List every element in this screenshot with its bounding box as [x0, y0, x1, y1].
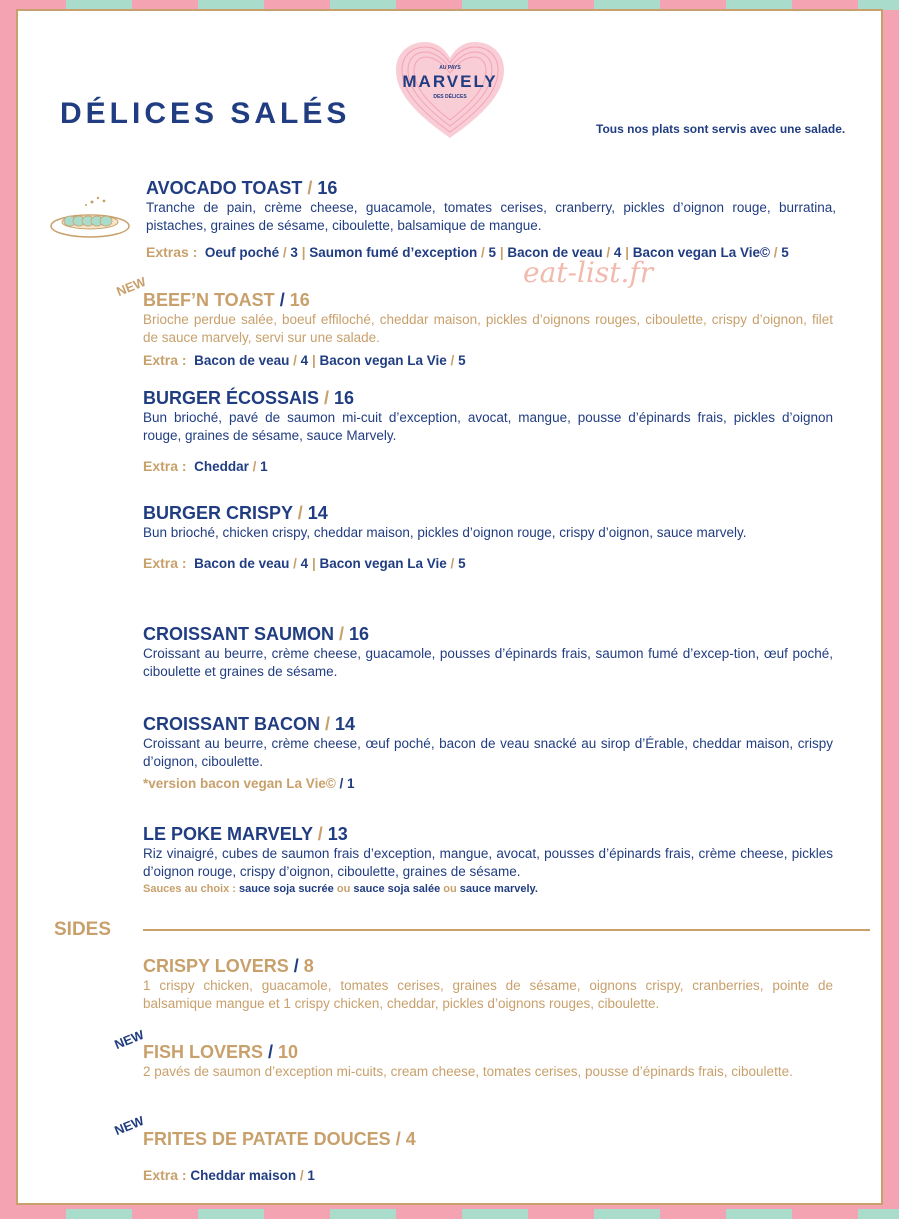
extra-name: Cheddar [194, 459, 249, 474]
menu-item-burger-ecossais [143, 387, 833, 476]
item-description: 2 pavés de saumon d’exception mi-cuits, cream cheese, tomates cerises, pousse d’épinards frais, ciboulette. [143, 1064, 793, 1079]
sides-title: SIDES [54, 919, 112, 940]
extra-name: Bacon de veau [507, 245, 603, 260]
extra-name: Bacon de veau [194, 353, 290, 368]
item-name: BURGER CRISPY [143, 503, 293, 523]
sauce-option: sauce marvely. [459, 883, 538, 895]
item-title: CROISSANT SAUMON / 16 [143, 624, 370, 644]
item-price: 16 [349, 624, 370, 644]
item-name: BURGER ÉCOSSAIS [143, 388, 320, 408]
tagline: Tous nos plats sont servis avec une salade. [596, 122, 846, 136]
side-item-crispy-lovers [143, 955, 833, 1013]
item-price: 13 [327, 824, 348, 844]
item-name: LE POKE MARVELY [143, 824, 313, 844]
item-description: Bun brioché, pavé de saumon mi-cuit d’exception, avocat, mangue, pousse d’épinards frais, pickles d’oignon rouge, graines de sésame, sauce Marvely. [143, 410, 833, 443]
item-price: 10 [278, 1042, 299, 1062]
section-title: DÉLICES SALÉS [60, 97, 351, 130]
item-title: CRISPY LOVERS / 8 [143, 956, 314, 976]
item-description: Bun brioché, chicken crispy, cheddar maison, pickles d’oignon rouge, crispy d’oignon, sauce marvely. [143, 525, 747, 540]
item-description: Brioche perdue salée, boeuf effiloché, cheddar maison, pickles d’oignons rouges, ciboulette, crispy d’oignon, filet de sauce marvely, servi sur une salade. [143, 312, 833, 345]
extra-price: 4 [300, 556, 309, 571]
extra-name: Bacon vegan La Vie© [632, 245, 770, 260]
avocado-toast-illustration-icon [48, 194, 132, 242]
item-title: FRITES DE PATATE DOUCES / 4 [143, 1129, 416, 1149]
item-name: BEEF’N TOAST [143, 290, 275, 310]
extra-price: 5 [458, 353, 466, 368]
item-price: 16 [289, 290, 310, 310]
item-name: FRITES DE PATATE DOUCES [143, 1129, 391, 1149]
side-item-frites-patate-douce [143, 1128, 833, 1185]
sauce-option: sauce soja salée [353, 883, 441, 895]
extra-price: 1 [260, 459, 268, 474]
item-description: Croissant au beurre, crème cheese, œuf poché, bacon de veau snacké au sirop d’Érable, cheddar maison, crispy d’oignon, ciboulette. [143, 736, 833, 769]
extra-name: Cheddar maison [190, 1168, 297, 1183]
sauce-or: ou [443, 883, 457, 895]
new-badge: NEW [112, 1112, 147, 1139]
extras-label: Extra : [143, 352, 187, 368]
new-badge: NEW [114, 273, 149, 300]
menu-item-avocado-toast [146, 177, 836, 262]
item-name: AVOCADO TOAST [146, 178, 303, 198]
item-title: AVOCADO TOAST / 16 [146, 178, 338, 198]
item-name: CROISSANT SAUMON [143, 624, 335, 644]
menu-item-burger-crispy [143, 502, 833, 573]
item-description: Riz vinaigré, cubes de saumon frais d’exception, mangue, avocat, pousses d’épinards frais, crème cheese, pickles d’oignon rouge, crispy d’oignon, ciboulette, graines de sésame. [143, 846, 833, 879]
item-title: CROISSANT BACON / 14 [143, 714, 356, 734]
extra-name: Oeuf poché [204, 245, 280, 260]
extra-name: Saumon fumé d’exception [309, 245, 478, 260]
item-title: LE POKE MARVELY / 13 [143, 824, 348, 844]
sauce-option: sauce soja sucrée [239, 883, 334, 895]
sides-divider [143, 929, 870, 931]
logo-name: MARVELY [402, 72, 498, 91]
watermark: eat-list.fr [523, 256, 654, 289]
menu-page [16, 9, 883, 1205]
sauce-or: ou [336, 883, 351, 895]
item-description: Croissant au beurre, crème cheese, guacamole, pousses d’épinards frais, saumon fumé d’excep-tion, œuf poché, ciboulette et graines de sésame. [143, 646, 833, 679]
extras-label: Extra : [143, 555, 187, 571]
item-name: CRISPY LOVERS [143, 956, 289, 976]
extra-name: Bacon vegan La Vie [319, 353, 447, 368]
extra-price: 5 [488, 245, 497, 260]
item-title: BURGER ÉCOSSAIS / 16 [143, 388, 355, 408]
item-price: 14 [335, 714, 356, 734]
item-price: 8 [303, 956, 314, 976]
item-price: 16 [334, 388, 355, 408]
item-extras: Extra : Bacon de veau / 4 | Bacon vegan La Vie / 5 [143, 555, 466, 571]
bottom-stripe-border [0, 1209, 899, 1219]
item-name: FISH LOVERS [143, 1042, 264, 1062]
item-extras: Extra : Cheddar / 1 [143, 458, 268, 474]
extra-price: 5 [458, 556, 466, 571]
item-note: *version bacon vegan La Vie© / 1 [143, 776, 355, 791]
extra-price: 5 [781, 245, 789, 260]
item-name: CROISSANT BACON [143, 714, 321, 734]
item-extras: Extras : Oeuf poché / 3 | Saumon fumé d’exception / 5 | Bacon de veau / 4 | Bacon vegan La Vie© / 5 [146, 244, 789, 260]
note-price: 1 [347, 776, 355, 791]
item-extras: Extra : Bacon de veau / 4 | Bacon vegan La Vie / 5 [143, 352, 466, 368]
menu-item-poke-marvely [143, 823, 833, 897]
sauce-choices [143, 881, 833, 897]
item-extras: Extra : Cheddar maison / 1 [143, 1167, 315, 1183]
extras-label: Extras : [146, 244, 198, 260]
extra-name: Bacon vegan La Vie [319, 556, 447, 571]
new-badge: NEW [112, 1026, 147, 1053]
note-text: *version bacon vegan La Vie© [143, 776, 336, 791]
item-title: FISH LOVERS / 10 [143, 1042, 299, 1062]
item-description: Tranche de pain, crème cheese, guacamole, tomates cerises, cranberry, pickles d’oignon rouge, burratina, pistaches, graines de sésame, ciboulette, balsamique de mangue. [146, 200, 836, 233]
extra-price: 4 [300, 353, 309, 368]
extra-name: Bacon de veau [194, 556, 290, 571]
extra-price: 1 [307, 1168, 315, 1183]
item-price: 16 [317, 178, 338, 198]
logo-top-text: AU PAYS [439, 65, 461, 71]
side-item-fish-lovers [143, 1041, 833, 1081]
sauce-label: Sauces au choix : [143, 883, 236, 895]
extra-price: 4 [613, 245, 622, 260]
item-description: 1 crispy chicken, guacamole, tomates cerises, graines de sésame, oignons crispy, cranberries, pointe de balsamique mangue et 1 crispy chicken, cheddar, pickles d’oignons rouges, ciboulette. [143, 978, 833, 1011]
item-price: 14 [307, 503, 328, 523]
item-price: 4 [405, 1129, 416, 1149]
logo-bottom-text: DES DÉLICES [433, 94, 467, 100]
extra-price: 3 [290, 245, 298, 260]
menu-item-croissant-saumon [143, 623, 833, 681]
extras-label: Extra : [143, 1167, 187, 1183]
menu-item-croissant-bacon [143, 713, 833, 793]
item-title: BURGER CRISPY / 14 [143, 503, 328, 523]
extras-label: Extra : [143, 458, 187, 474]
item-title: BEEF’N TOAST / 16 [143, 290, 310, 310]
marvely-logo [390, 38, 510, 142]
menu-item-beef-toast [143, 289, 833, 370]
